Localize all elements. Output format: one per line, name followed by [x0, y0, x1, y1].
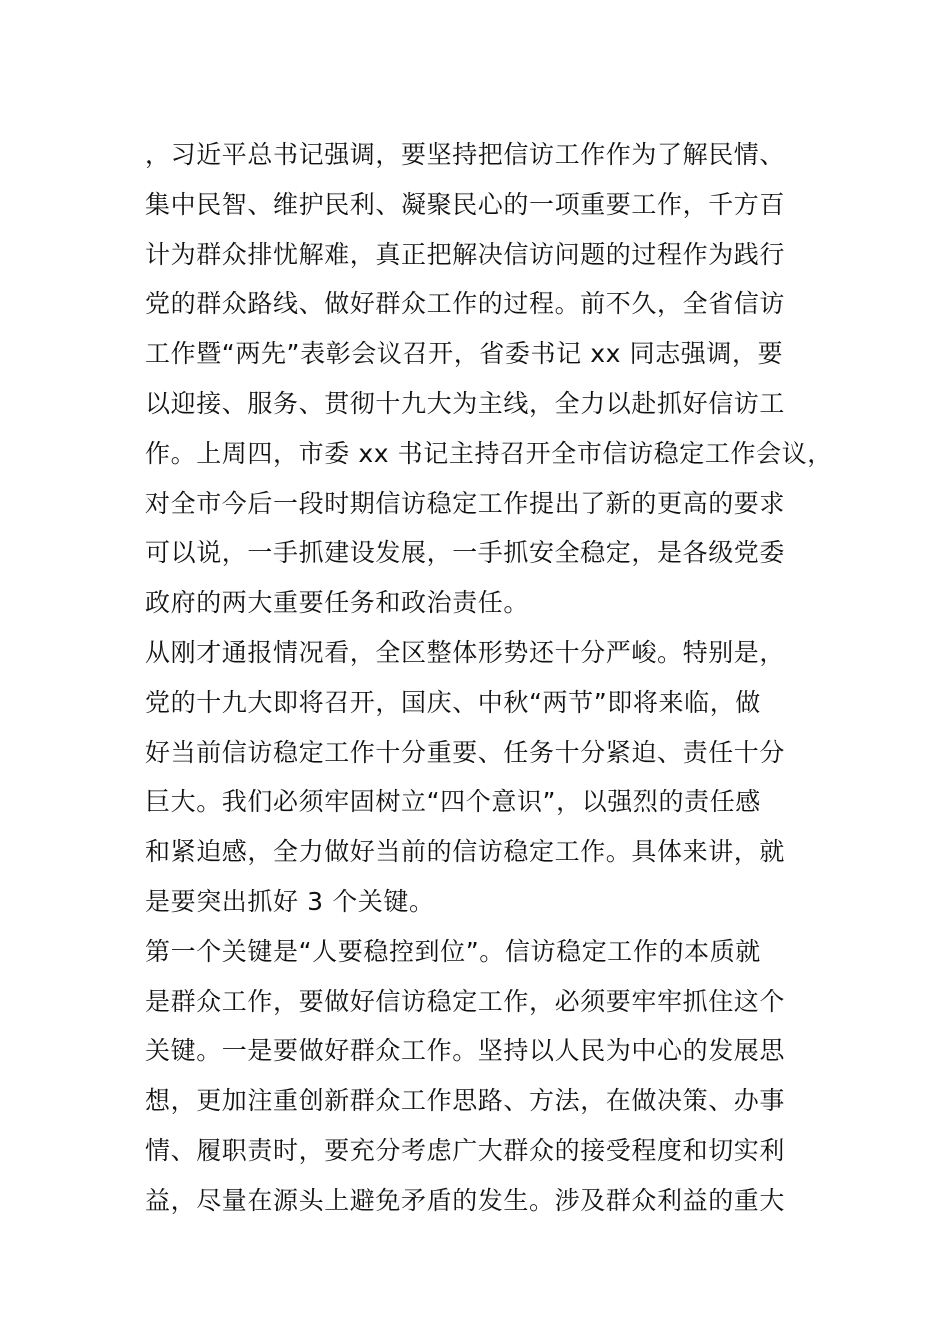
text-line: 是群众工作，要做好信访稳定工作，必须要牢牢抓住这个 [145, 986, 786, 1016]
text-line: 从刚才通报情况看，全区整体形势还十分严峻。特别是， [145, 637, 786, 667]
body-text [145, 130, 833, 1226]
text-line: 集中民智、维护民利、凝聚民心的一项重要工作，千方百 [145, 189, 786, 219]
text-line: 工作暨“两先”表彰会议召开，省委书记 xx 同志强调，要 [145, 339, 784, 369]
text-line: 党的群众路线、做好群众工作的过程。前不久，全省信访 [145, 289, 786, 319]
text-line: 政府的两大重要任务和政治责任。 [145, 588, 530, 618]
text-line: 关键。一是要做好群众工作。坚持以人民为中心的发展思 [145, 1036, 786, 1066]
text-line: ，习近平总书记强调，要坚持把信访工作作为了解民情、 [145, 140, 786, 169]
text-line: 是要突出抓好 3 个关键。 [145, 886, 435, 916]
text-line: 想，更加注重创新群众工作思路、方法，在做决策、办事 [145, 1086, 786, 1116]
text-line: 党的十九大即将召开，国庆、中秋“两节”即将来临，做 [145, 687, 761, 717]
text-line: 可以说，一手抓建设发展，一手抓安全稳定，是各级党委 [145, 538, 786, 568]
text-line: 巨大。我们必须牢固树立“四个意识”，以强烈的责任感 [145, 787, 761, 817]
text-line: 作。上周四，市委 xx 书记主持召开全市信访稳定工作会议， [145, 438, 833, 468]
text-line: 对全市今后一段时期信访稳定工作提出了新的更高的要求 [145, 488, 786, 518]
text-line: 情、履职责时，要充分考虑广大群众的接受程度和切实利 [145, 1135, 786, 1165]
text-line: 好当前信访稳定工作十分重要、任务十分紧迫、责任十分 [145, 737, 786, 767]
text-line: 以迎接、服务、贯彻十九大为主线，全力以赴抓好信访工 [145, 388, 786, 418]
text-line: 益，尽量在源头上避免矛盾的发生。涉及群众利益的重大 [145, 1185, 786, 1215]
text-line: 和紧迫感，全力做好当前的信访稳定工作。具体来讲，就 [145, 837, 786, 867]
text-line: 计为群众排忧解难，真正把解决信访问题的过程作为践行 [145, 239, 786, 269]
text-line: 第一个关键是“人要稳控到位”。信访稳定工作的本质就 [145, 936, 761, 966]
